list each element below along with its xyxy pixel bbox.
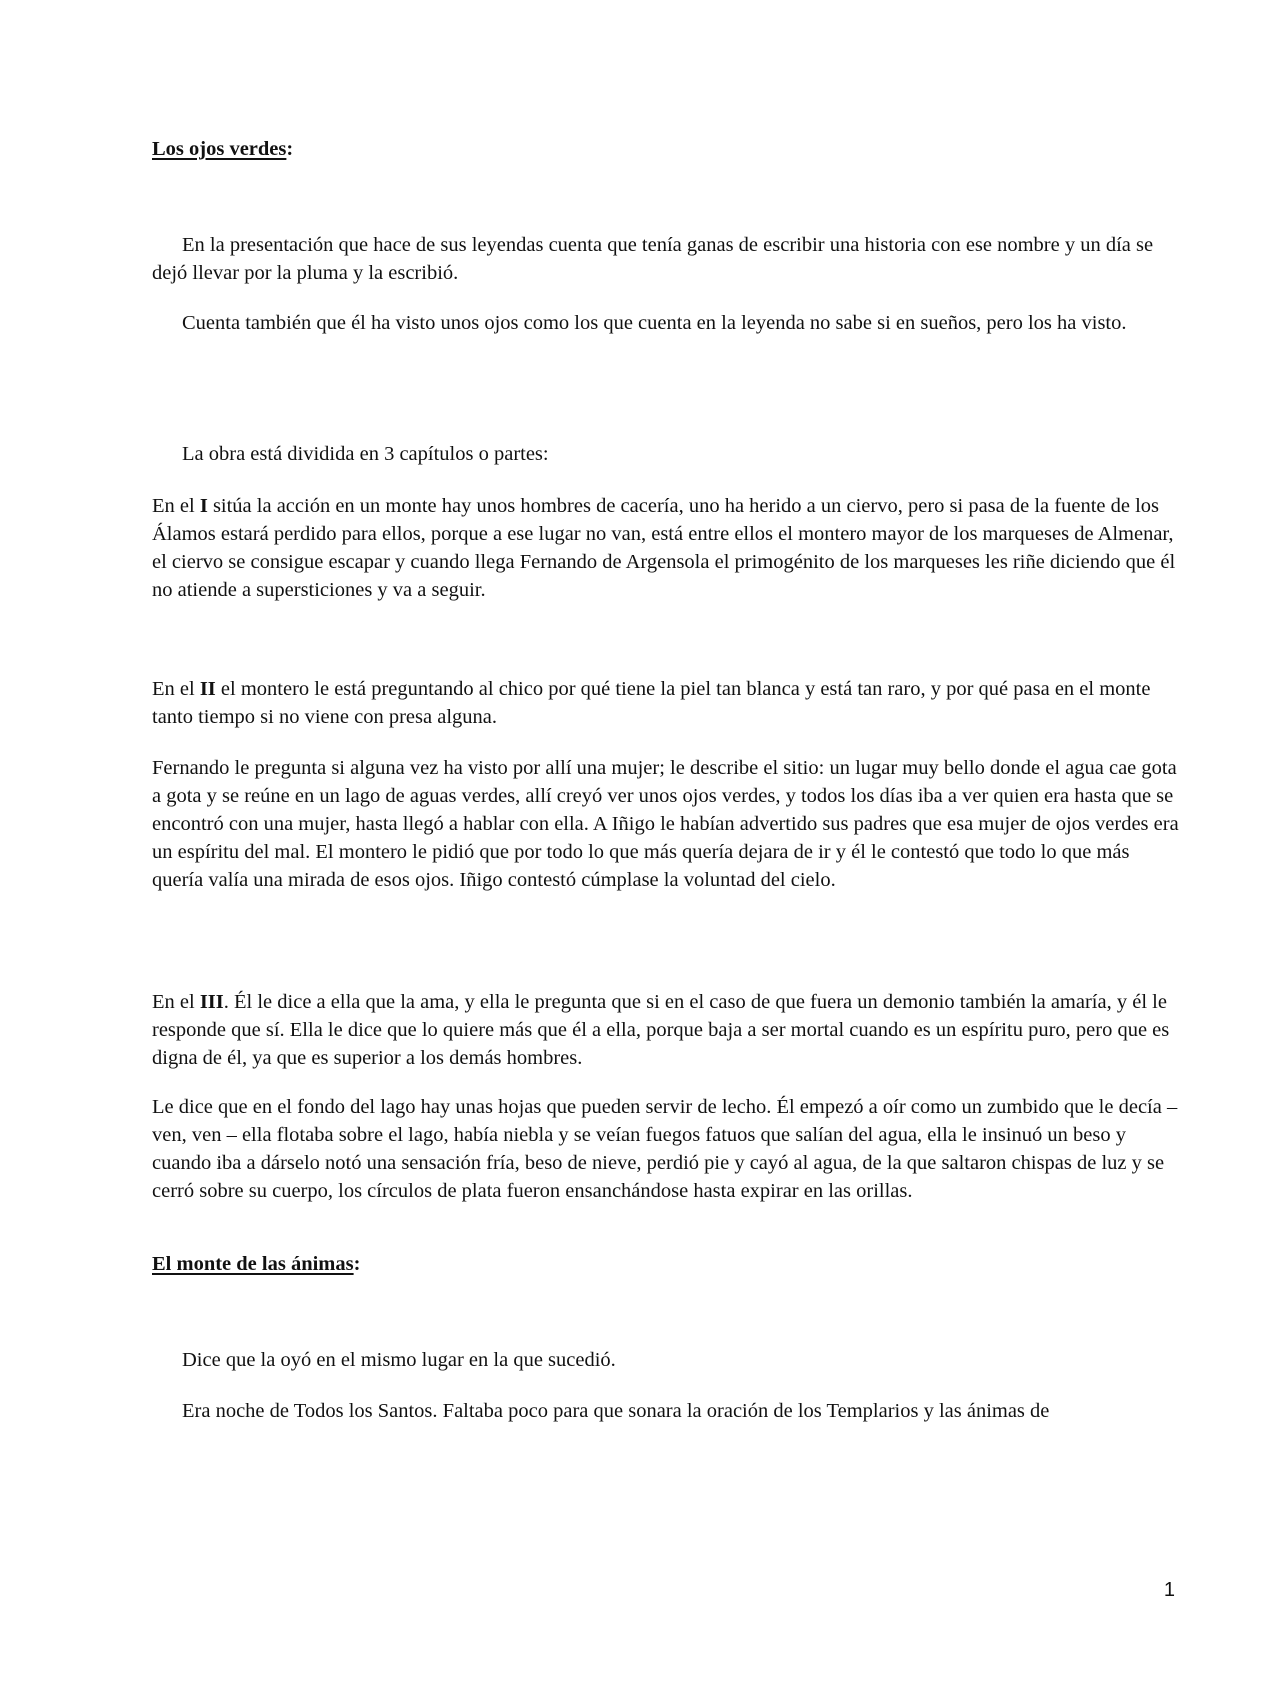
chapter-prefix: En el (152, 495, 200, 517)
paragraph-fernando-question: Fernando le pregunta si alguna vez ha visto por allí una mujer; le describe el sitio: un lugar muy bello donde el agua cae gota a gota y se reúne en un lago de aguas verdes, allí creyó ver unos ojos verdes, y todos los días iba a ver quien era hasta que se encontró con una mujer, hasta llegó a hablar con ella. A Iñigo le habían advertido sus padres que esa mujer de ojos verdes era un espíritu del mal. El montero le pidió que por todo lo que más quería dejara de ir y él le contestó que todo lo que más quería valía una mirada de esos ojos. Iñigo contestó cúmplase la voluntad del cielo. (152, 757, 1179, 891)
heading-colon: : (286, 138, 294, 160)
heading-title: El monte de las ánimas (152, 1253, 354, 1275)
paragraph-all-saints-night: Era noche de Todos los Santos. Faltaba poco para que sonara la oración de los Templarios y las ánimas de (182, 1400, 1050, 1422)
paragraph-presentation: En la presentación que hace de sus leyendas cuenta que tenía ganas de escribir una historia con ese nombre y un día se dejó llevar por la pluma y la escribió. (152, 234, 1154, 284)
chapter-text: . Él le dice a ella que la ama, y ella le pregunta que si en el caso de que fuera un demonio también la amaría, y él le responde que sí. Ella le dice que lo quiere más que él a ella, porque baja a ser mortal cuando es un espíritu puro, pero que es digna de él, ya que es superior a los demás hombres. (152, 991, 1170, 1069)
paragraph-seen-eyes: Cuenta también que él ha visto unos ojos como los que cuenta en la leyenda no sabe si en sueños, pero los ha visto. (182, 312, 1127, 334)
paragraph-chapter-1 (152, 492, 1182, 604)
chapter-numeral: I (199, 495, 208, 517)
page-number: 1 (1163, 1579, 1175, 1601)
section-heading-monte-animas (152, 1250, 360, 1278)
paragraph-heard-place: Dice que la oyó en el mismo lugar en la que sucedió. (182, 1349, 616, 1371)
paragraph-chapter-2 (152, 675, 1182, 731)
heading-colon: : (353, 1253, 361, 1275)
paragraph-chapters-intro: La obra está dividida en 3 capítulos o partes: (182, 443, 549, 465)
paragraph-lake-ending: Le dice que en el fondo del lago hay unas hojas que pueden servir de lecho. Él empezó a oír como un zumbido que le decía – ven, ven – ella flotaba sobre el lago, había niebla y se veían fuegos fatuos que salían del agua, ella le insinuó un beso y cuando iba a dárselo notó una sensación fría, beso de nieve, perdió pie y cayó al agua, de la que saltaron chispas de luz y se cerró sobre su cuerpo, los círculos de plata fueron ensanchándose hasta expirar en las orillas. (152, 1096, 1178, 1202)
chapter-prefix: En el (152, 678, 200, 700)
chapter-text: sitúa la acción en un monte hay unos hombres de cacería, uno ha herido a un ciervo, pero si pasa de la fuente de los Álamos estará perdido para ellos, porque a ese lugar no van, está entre ellos el montero mayor de los marqueses de Almenar, el ciervo se consigue escapar y cuando llega Fernando de Argensola el primogénito de los marqueses les riñe diciendo que él no atiende a supersticiones y va a seguir. (152, 495, 1176, 601)
section-heading-ojos-verdes (152, 135, 293, 163)
chapter-text: el montero le está preguntando al chico por qué tiene la piel tan blanca y está tan raro, y por qué pasa en el monte tanto tiempo si no viene con presa alguna. (152, 678, 1151, 728)
paragraph-chapter-3 (152, 988, 1182, 1072)
chapter-numeral: II (199, 678, 216, 700)
heading-title: Los ojos verdes (152, 138, 287, 160)
chapter-numeral: III (199, 991, 224, 1013)
chapter-prefix: En el (152, 991, 200, 1013)
